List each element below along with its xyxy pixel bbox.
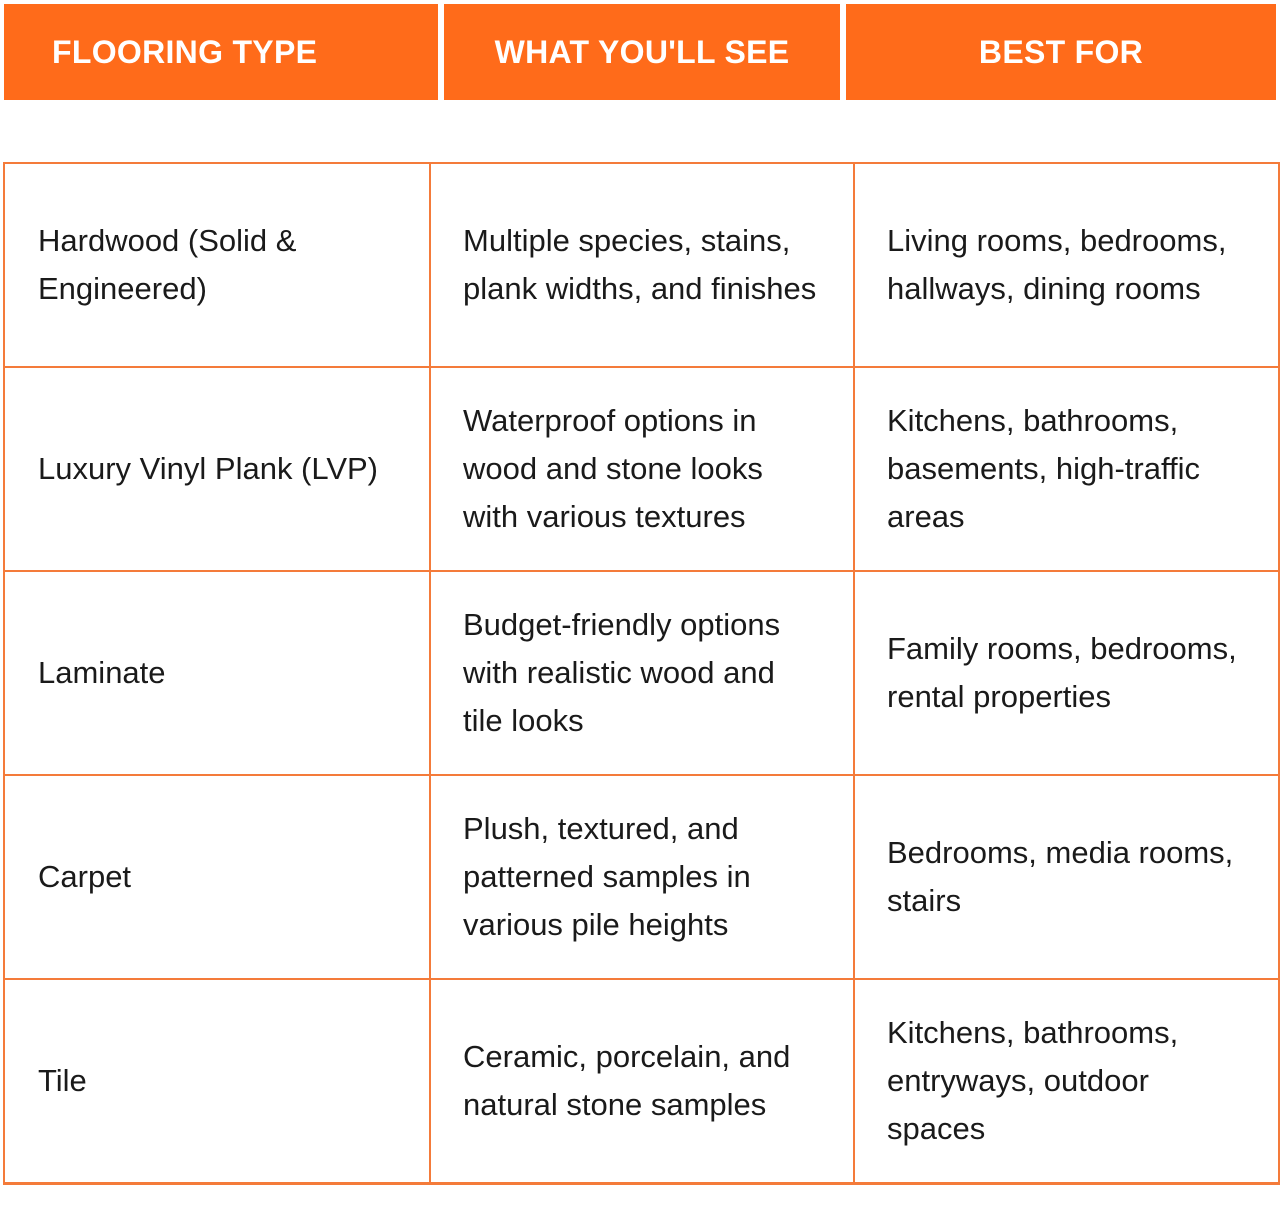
cell-best-for: Family rooms, bedrooms, rental properties	[854, 571, 1279, 775]
table-row	[4, 979, 1279, 1183]
table-row	[4, 367, 1279, 571]
header-flooring-type: FLOORING TYPE	[4, 4, 438, 100]
cell-what-youll-see: Ceramic, porcelain, and natural stone samples	[430, 979, 854, 1183]
cell-flooring-type: Carpet	[4, 775, 430, 979]
cell-best-for: Bedrooms, media rooms, stairs	[854, 775, 1279, 979]
cell-what-youll-see: Budget-friendly options with realistic wood and tile looks	[430, 571, 854, 775]
cell-best-for: Kitchens, bathrooms, basements, high-traffic areas	[854, 367, 1279, 571]
table-row	[4, 163, 1279, 367]
table-header	[4, 4, 1276, 100]
table-row	[4, 775, 1279, 979]
cell-flooring-type: Laminate	[4, 571, 430, 775]
cell-flooring-type: Luxury Vinyl Plank (LVP)	[4, 367, 430, 571]
table-row	[4, 571, 1279, 775]
cell-what-youll-see: Multiple species, stains, plank widths, and finishes	[430, 163, 854, 367]
cell-flooring-type: Tile	[4, 979, 430, 1183]
header-what-youll-see: WHAT YOU'LL SEE	[444, 4, 840, 100]
header-best-for: BEST FOR	[846, 4, 1276, 100]
cell-best-for: Living rooms, bedrooms, hallways, dining rooms	[854, 163, 1279, 367]
flooring-table	[3, 162, 1280, 1185]
cell-best-for: Kitchens, bathrooms, entryways, outdoor spaces	[854, 979, 1279, 1183]
cell-what-youll-see: Waterproof options in wood and stone looks with various textures	[430, 367, 854, 571]
cell-what-youll-see: Plush, textured, and patterned samples in various pile heights	[430, 775, 854, 979]
cell-flooring-type: Hardwood (Solid & Engineered)	[4, 163, 430, 367]
